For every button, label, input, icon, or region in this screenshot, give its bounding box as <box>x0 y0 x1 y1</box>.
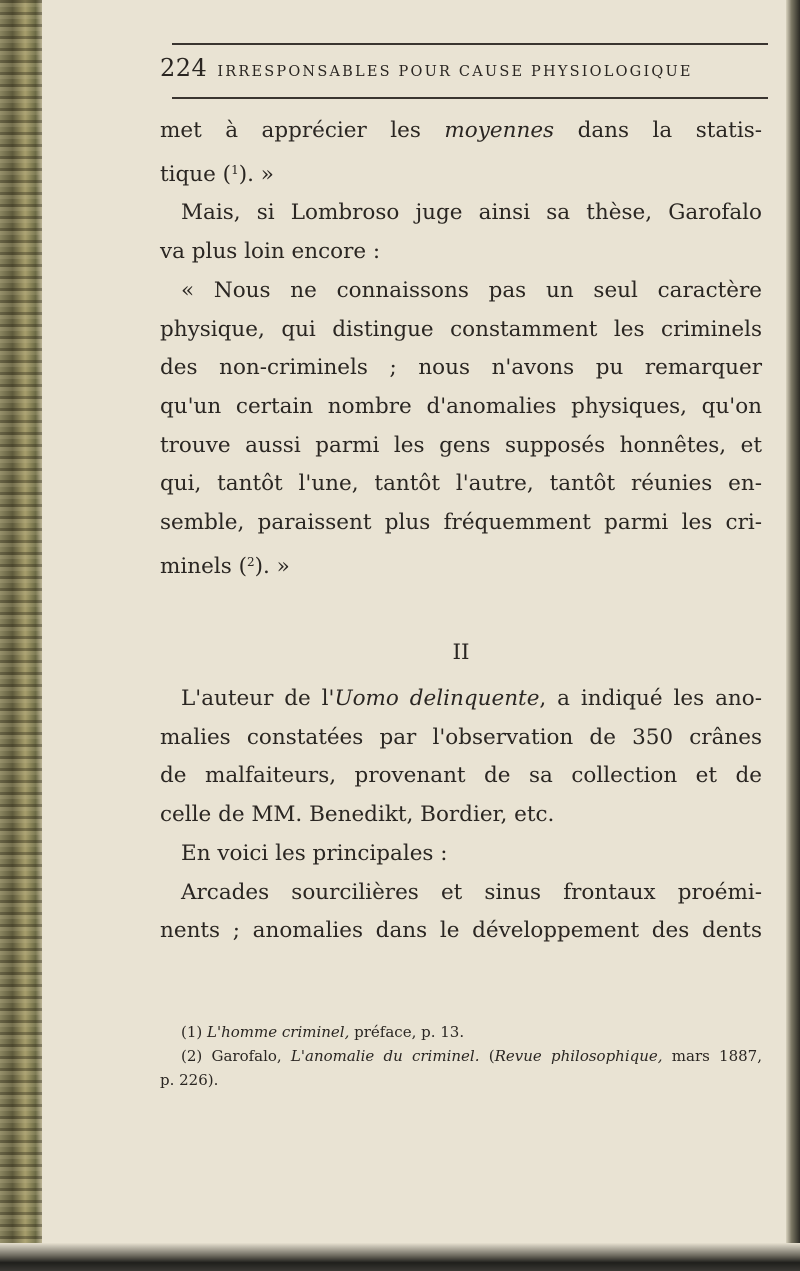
text-line: de malfaiteurs, provenant de sa collection et de <box>160 763 762 789</box>
text-line: qu'un certain nombre d'anomalies physiques, qu'on <box>160 393 762 419</box>
page-header <box>160 54 770 86</box>
text-line: malies constatées par l'observation de 350 crânes <box>160 724 762 750</box>
running-head: IRRESPONSABLES POUR CAUSE PHYSIOLOGIQUE <box>217 64 693 80</box>
text-line: semble, paraissent plus fréquemment parmi les cri- <box>160 510 762 536</box>
text-line: nents ; anomalies dans le développement des dents <box>160 918 762 944</box>
text-line: celle de MM. Benedikt, Bordier, etc. <box>160 802 555 828</box>
text-line: L'auteur de l'Uomo delinquente, a indiqué les ano- <box>181 686 762 711</box>
header-rule-bottom <box>172 97 768 99</box>
footnote-1: (1) L'homme criminel, préface, p. 13. <box>181 1023 465 1041</box>
page-number: 224 <box>160 54 208 82</box>
footnote-2: (2) Garofalo, L'anomalie du criminel. (Revue philosophique, mars 1887, <box>181 1047 762 1065</box>
footnote-2-continued: p. 226). <box>160 1071 219 1089</box>
page-edge-right <box>786 0 800 1271</box>
page-edge-bottom <box>0 1243 800 1271</box>
body-text <box>160 112 762 586</box>
footnotes <box>160 1020 762 1092</box>
text-line: En voici les principales : <box>181 840 448 866</box>
book-page <box>160 0 780 1240</box>
footnote-ref-2: 2 <box>246 554 255 569</box>
text-line: Mais, si Lombroso juge ainsi sa thèse, Garofalo <box>181 200 762 226</box>
text-line: qui, tantôt l'une, tantôt l'autre, tantôt réunies en- <box>160 471 762 497</box>
section-heading: II <box>452 640 470 665</box>
text-line: va plus loin encore : <box>160 239 381 265</box>
text-line: met à apprécier les moyennes dans la statis- <box>160 118 762 143</box>
header-rule-top <box>172 43 768 45</box>
text-line: minels ($^2$). » <box>160 553 290 579</box>
text-line: « Nous ne connaissons pas un seul caractère <box>181 277 762 303</box>
text-line: des non-criminels ; nous n'avons pu remarquer <box>160 355 762 381</box>
book-binding <box>0 0 42 1271</box>
text-line: Arcades sourcilières et sinus frontaux proémi- <box>181 879 762 905</box>
text-line: tique ($^1$). » <box>160 161 274 187</box>
text-line: trouve aussi parmi les gens supposés honnêtes, et <box>160 432 762 458</box>
footnote-ref-1: 1 <box>231 162 239 177</box>
body-text-continued <box>160 680 762 951</box>
text-line: physique, qui distingue constamment les criminels <box>160 316 762 342</box>
